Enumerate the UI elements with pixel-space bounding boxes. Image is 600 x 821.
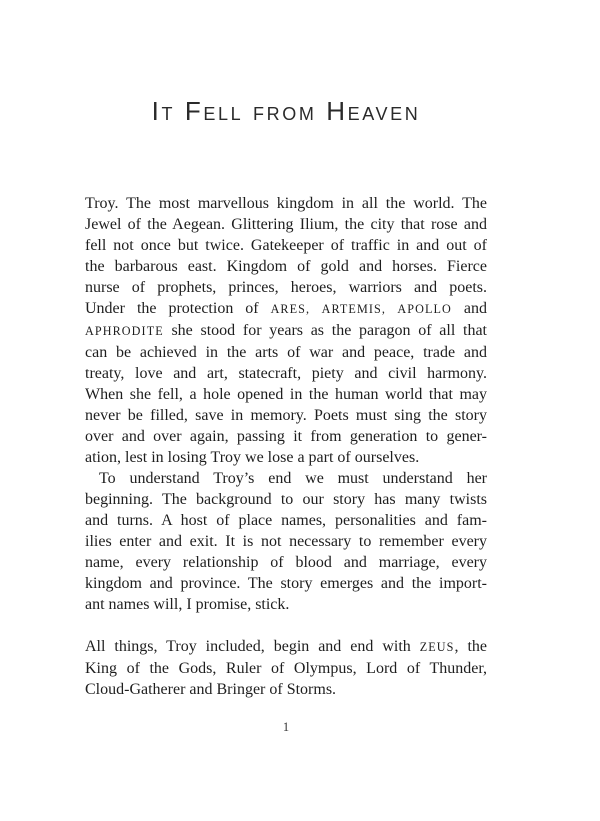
text-line: All things, Troy included, begin and end with ZEUS, the — [85, 638, 487, 655]
page-number: 1 — [282, 720, 290, 734]
small-caps-name: ARES, ARTEMIS, APOLLO — [270, 302, 452, 316]
text-line: When she fell, a hole opened in the human world that may — [85, 386, 487, 403]
text-line: Jewel of the Aegean. Glittering Ilium, the city that rose and — [85, 216, 487, 233]
text-line: APHRODITE she stood for years as the paragon of all that — [85, 322, 487, 339]
paragraph — [85, 468, 487, 615]
text-line: Under the protection of ARES, ARTEMIS, APOLLO and — [85, 300, 487, 317]
paragraph — [85, 636, 487, 700]
text-line: name, every relationship of blood and marriage, every — [85, 554, 487, 571]
text-line: kingdom and province. The story emerges and the import- — [85, 575, 487, 592]
text-line: treaty, love and art, statecraft, piety and civil harmony. — [85, 365, 487, 382]
small-caps-name: APHRODITE — [85, 324, 164, 338]
text-line: and turns. A host of place names, personalities and fam- — [85, 512, 487, 529]
text-line: the barbarous east. Kingdom of gold and horses. Fierce — [85, 258, 487, 275]
text-line: ilies enter and exit. It is not necessary to remember every — [85, 533, 487, 550]
text-line: beginning. The background to our story has many twists — [85, 491, 487, 508]
small-caps-name: ZEUS — [419, 640, 455, 654]
body-text — [85, 193, 487, 700]
text-line: can be achieved in the arts of war and peace, trade and — [85, 344, 487, 361]
chapter-title: It Fell from Heaven — [151, 96, 421, 126]
text-line: To understand Troy’s end we must understand her — [99, 470, 487, 487]
text-line: over and over again, passing it from generation to gener- — [85, 428, 487, 445]
text-line: King of the Gods, Ruler of Olympus, Lord of Thunder, — [85, 660, 487, 677]
text-line: ation, lest in losing Troy we lose a part of ourselves. — [85, 449, 420, 466]
paragraph — [85, 193, 487, 468]
text-line: fell not once but twice. Gatekeeper of traffic in and out of — [85, 237, 487, 254]
text-line: ant names will, I promise, stick. — [85, 596, 290, 613]
text-line: Cloud-Gatherer and Bringer of Storms. — [85, 681, 337, 698]
text-line: nurse of prophets, princes, heroes, warriors and poets. — [85, 279, 487, 296]
text-line: never be filled, save in memory. Poets must sing the story — [85, 407, 487, 424]
text-line: Troy. The most marvellous kingdom in all the world. The — [85, 195, 487, 212]
